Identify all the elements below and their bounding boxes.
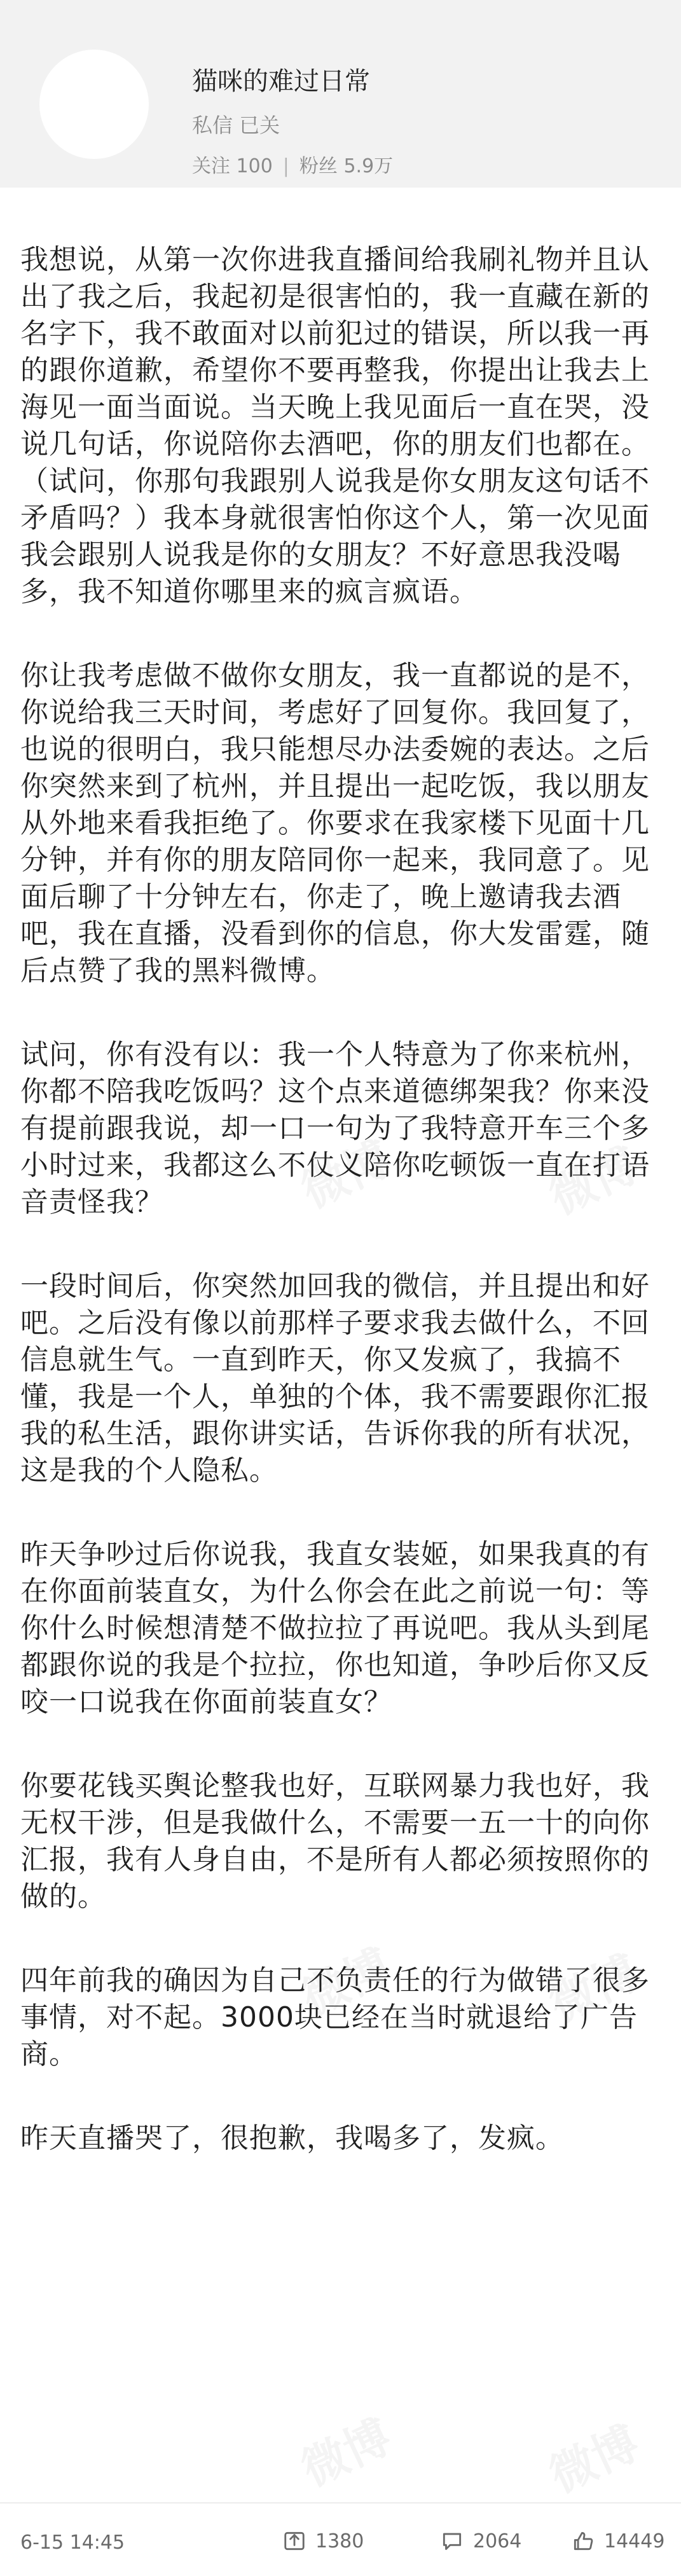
post-paragraph: 四年前我的确因为自己不负责任的行为做错了很多事情，对不起。3000块已经在当时就退给了广告商。 xyxy=(20,1964,650,2070)
stats-separator: | xyxy=(282,155,289,177)
post-paragraph: 昨天直播哭了，很抱歉，我喝多了，发疯。 xyxy=(20,2122,564,2154)
avatar[interactable] xyxy=(39,50,149,159)
post-paragraph: 你要花钱买舆论整我也好，互联网暴力我也好，我无权干涉，但是我做什么，不需要一五一十的向你汇报，我有人身自由，不是所有人都必须按照你的做的。 xyxy=(20,1770,650,1913)
repost-button[interactable] xyxy=(282,2529,364,2553)
profile-header xyxy=(0,0,681,188)
comment-button[interactable] xyxy=(440,2529,521,2553)
repost-icon xyxy=(282,2529,306,2553)
dm-status: 私信 已关 xyxy=(192,113,280,137)
like-icon xyxy=(571,2529,595,2553)
post-footer xyxy=(0,2502,681,2576)
post-body xyxy=(20,242,663,2157)
comment-count: 2064 xyxy=(473,2530,522,2552)
post-timestamp: 6-15 14:45 xyxy=(20,2531,125,2554)
profile-stats xyxy=(192,150,393,178)
following-count[interactable]: 关注 100 xyxy=(192,155,273,177)
followers-count[interactable]: 粉丝 5.9万 xyxy=(299,155,394,177)
watermark xyxy=(537,2406,648,2505)
like-count: 14449 xyxy=(604,2530,665,2552)
watermark xyxy=(289,2400,400,2498)
post-paragraph: 我想说，从第一次你进我直播间给我刷礼物并且认出了我之后，我起初是很害怕的，我一直藏在新的名字下，我不敢面对以前犯过的错误，所以我一再的跟你道歉，希望你不要再整我，你提出让我去上海见一面当面说。当天晚上我见面后一直在哭，没说几句话，你说陪你去酒吧，你的朋友们也都在。（试问，你那句我跟别人说我是你女朋友这句话不矛盾吗？）我本身就很害怕你这个人，第一次见面我会跟别人说我是你的女朋友？不好意思我没喝多，我不知道你哪里来的疯言疯语。 xyxy=(20,244,650,608)
post-paragraph: 昨天争吵过后你说我，我直女装姬，如果我真的有在你面前装直女，为什么你会在此之前说一句：等你什么时候想清楚不做拉拉了再说吧。我从头到尾都跟你说的我是个拉拉，你也知道，争吵后你又反咬一口说我在你面前装直女？ xyxy=(20,1538,650,1718)
post-paragraph: 你让我考虑做不做你女朋友，我一直都说的是不，你说给我三天时间，考虑好了回复你。我回复了，也说的很明白，我只能想尽办法委婉的表达。之后你突然来到了杭州，并且提出一起吃饭，我以朋友从外地来看我拒绝了。你要求在我家楼下见面十几分钟，并有你的朋友陪同你一起来，我同意了。见面后聊了十分钟左右，你走了，晚上邀请我去酒吧，我在直播，没看到你的信息，你大发雷霆，随后点赞了我的黑料微博。 xyxy=(20,659,650,987)
user-name[interactable]: 猫咪的难过日常 xyxy=(192,67,370,96)
post-paragraph: 试问，你有没有以：我一个人特意为了你来杭州，你都不陪我吃饭吗？这个点来道德绑架我？你来没有提前跟我说，却一口一句为了我特意开车三个多小时过来，我都这么不仗义陪你吃顿饭一直在打语音责怪我？ xyxy=(20,1038,650,1218)
post-paragraph: 一段时间后，你突然加回我的微信，并且提出和好吧。之后没有像以前那样子要求我去做什么，不回信息就生气。一直到昨天，你又发疯了，我搞不懂，我是一个人，单独的个体，我不需要跟你汇报我的私生活，跟你讲实话，告诉你我的所有状况，这是我的个人隐私。 xyxy=(20,1270,650,1487)
repost-count: 1380 xyxy=(315,2530,364,2552)
comment-icon xyxy=(440,2529,464,2553)
like-button[interactable] xyxy=(571,2529,664,2553)
